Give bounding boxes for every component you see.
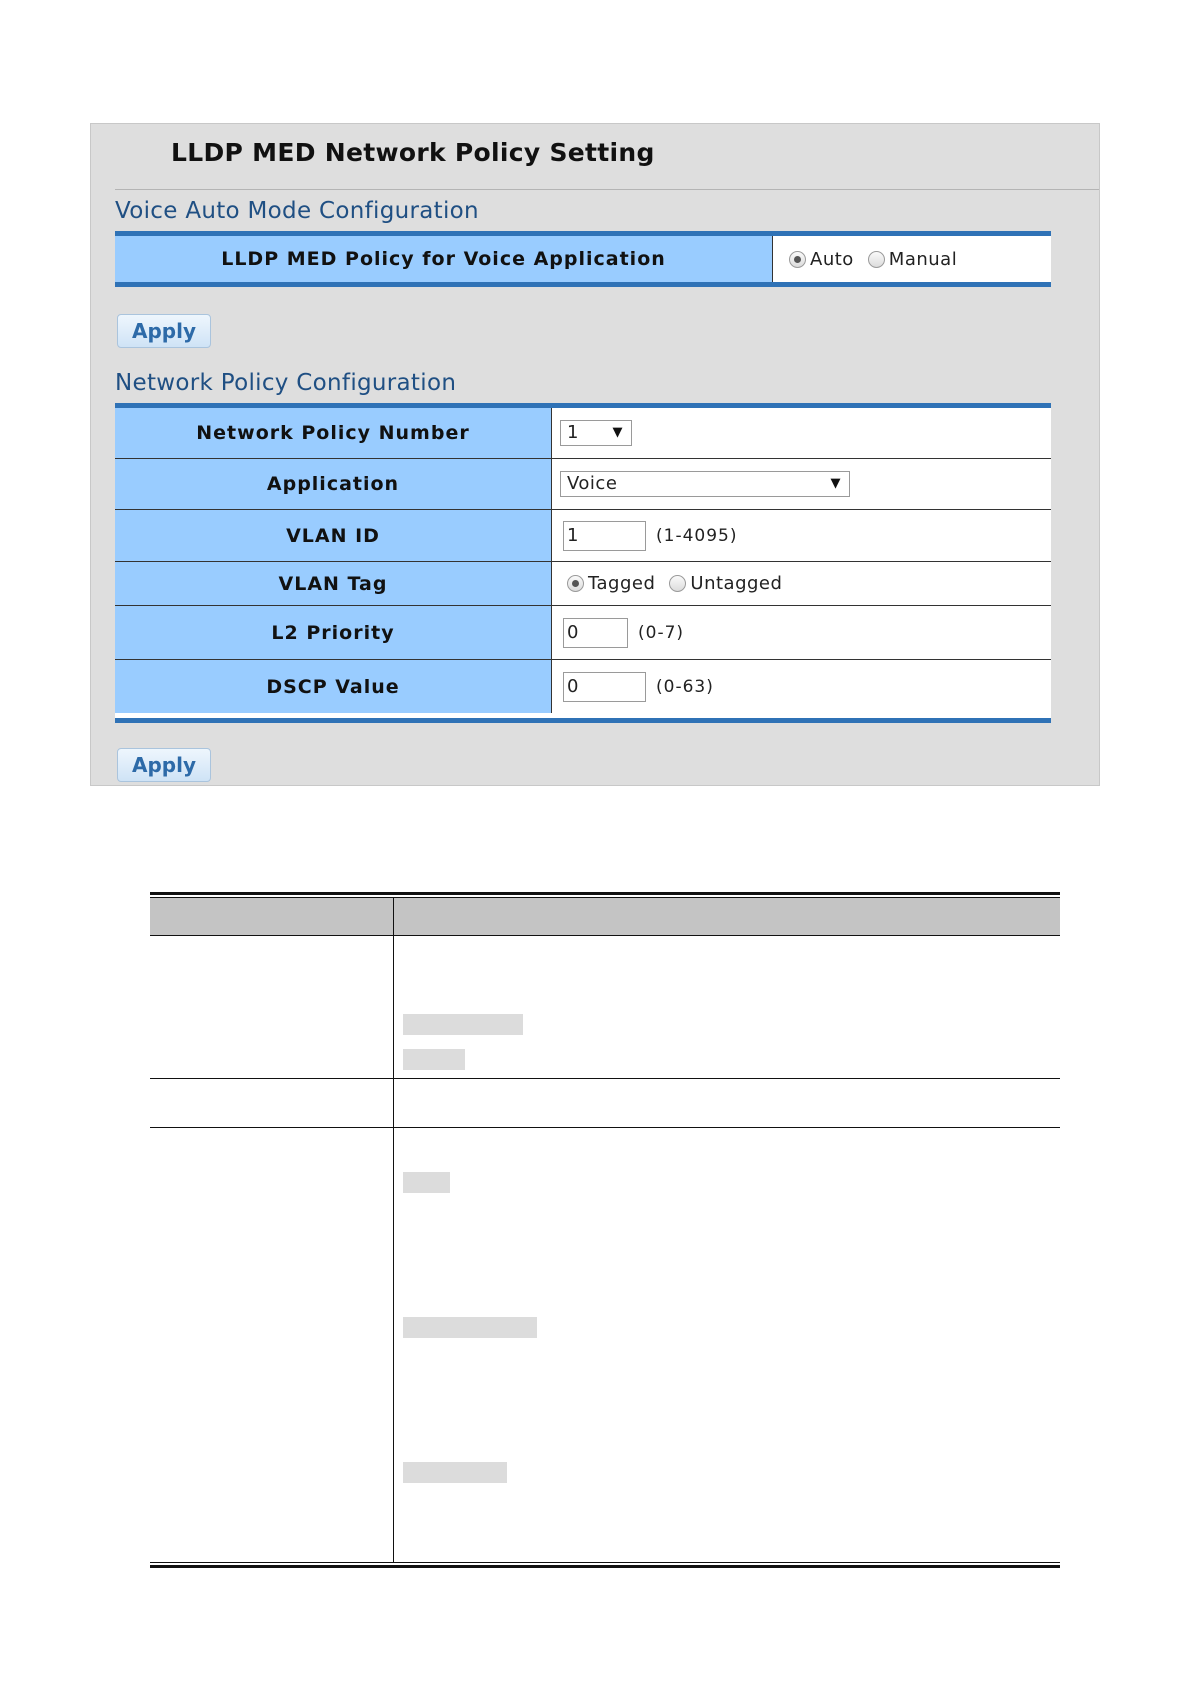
l2-priority-input[interactable]: 0: [563, 618, 628, 648]
manual-radio[interactable]: [868, 251, 885, 268]
untagged-radio[interactable]: [669, 575, 686, 592]
dscp-value-row: [115, 660, 1051, 713]
policy-apply-button[interactable]: Apply: [117, 748, 211, 782]
lldp-med-panel: [90, 123, 1100, 786]
voice-config-table: [115, 231, 1051, 287]
l2-priority-label: L2 Priority: [115, 606, 552, 659]
voice-apply-button[interactable]: Apply: [117, 314, 211, 348]
table-bottom-rule-thin: [150, 1562, 1060, 1563]
vlan-tag-row: [115, 562, 1051, 606]
tagged-radio[interactable]: [567, 575, 584, 592]
voice-mode-options: [773, 236, 1051, 282]
policy-config-table: [115, 403, 1051, 723]
manual-radio-label[interactable]: Manual: [888, 248, 958, 270]
dscp-value-range: (0-63): [656, 676, 714, 697]
redacted-text: [403, 1014, 523, 1035]
title-divider: [115, 189, 1099, 190]
table-column-divider: [393, 936, 394, 1562]
vlan-id-input[interactable]: 1: [563, 521, 646, 551]
policy-number-cell: [552, 408, 1051, 458]
application-value: Voice: [567, 473, 618, 494]
policy-number-label: Network Policy Number: [115, 408, 552, 458]
table-top-rule: [150, 892, 1060, 895]
table-header-line: [150, 935, 1060, 936]
untagged-radio-label[interactable]: Untagged: [690, 573, 783, 594]
table-row-divider: [150, 1127, 1060, 1128]
vlan-tag-options: [552, 562, 1051, 605]
table-header: [150, 898, 1060, 935]
voice-policy-label: LLDP MED Policy for Voice Application: [115, 236, 773, 282]
policy-number-select[interactable]: [560, 420, 632, 446]
redacted-text: [403, 1462, 507, 1483]
voice-policy-row: [115, 236, 1051, 282]
redacted-text: [403, 1317, 537, 1338]
policy-number-value: 1: [567, 422, 579, 443]
vlan-tag-label: VLAN Tag: [115, 562, 552, 605]
chevron-down-icon: ▼: [830, 476, 841, 491]
auto-radio-label[interactable]: Auto: [810, 248, 854, 270]
policy-number-row: [115, 408, 1051, 459]
auto-radio[interactable]: [789, 251, 806, 268]
dscp-value-label: DSCP Value: [115, 660, 552, 713]
redacted-text: [403, 1049, 465, 1070]
application-row: [115, 459, 1051, 510]
application-label: Application: [115, 459, 552, 509]
l2-priority-cell: [552, 606, 1051, 659]
vlan-id-row: [115, 510, 1051, 562]
l2-priority-row: [115, 606, 1051, 660]
vlan-id-cell: [552, 510, 1051, 561]
vlan-id-label: VLAN ID: [115, 510, 552, 561]
table-header-divider: [393, 898, 394, 935]
table-row-divider: [150, 1078, 1060, 1079]
redacted-text: [403, 1172, 450, 1193]
voice-section-title: Voice Auto Mode Configuration: [115, 198, 479, 224]
dscp-value-cell: [552, 660, 1051, 713]
l2-priority-range: (0-7): [638, 622, 685, 643]
tagged-radio-label[interactable]: Tagged: [588, 573, 656, 594]
application-cell: [552, 459, 1051, 509]
page-title: LLDP MED Network Policy Setting: [171, 138, 655, 167]
table-bottom-rule: [150, 1565, 1060, 1568]
description-table: [150, 892, 1060, 1570]
chevron-down-icon: ▼: [612, 425, 623, 440]
application-select[interactable]: [560, 471, 850, 497]
dscp-value-input[interactable]: 0: [563, 672, 646, 702]
vlan-id-range: (1-4095): [656, 525, 738, 546]
policy-section-title: Network Policy Configuration: [115, 370, 457, 396]
